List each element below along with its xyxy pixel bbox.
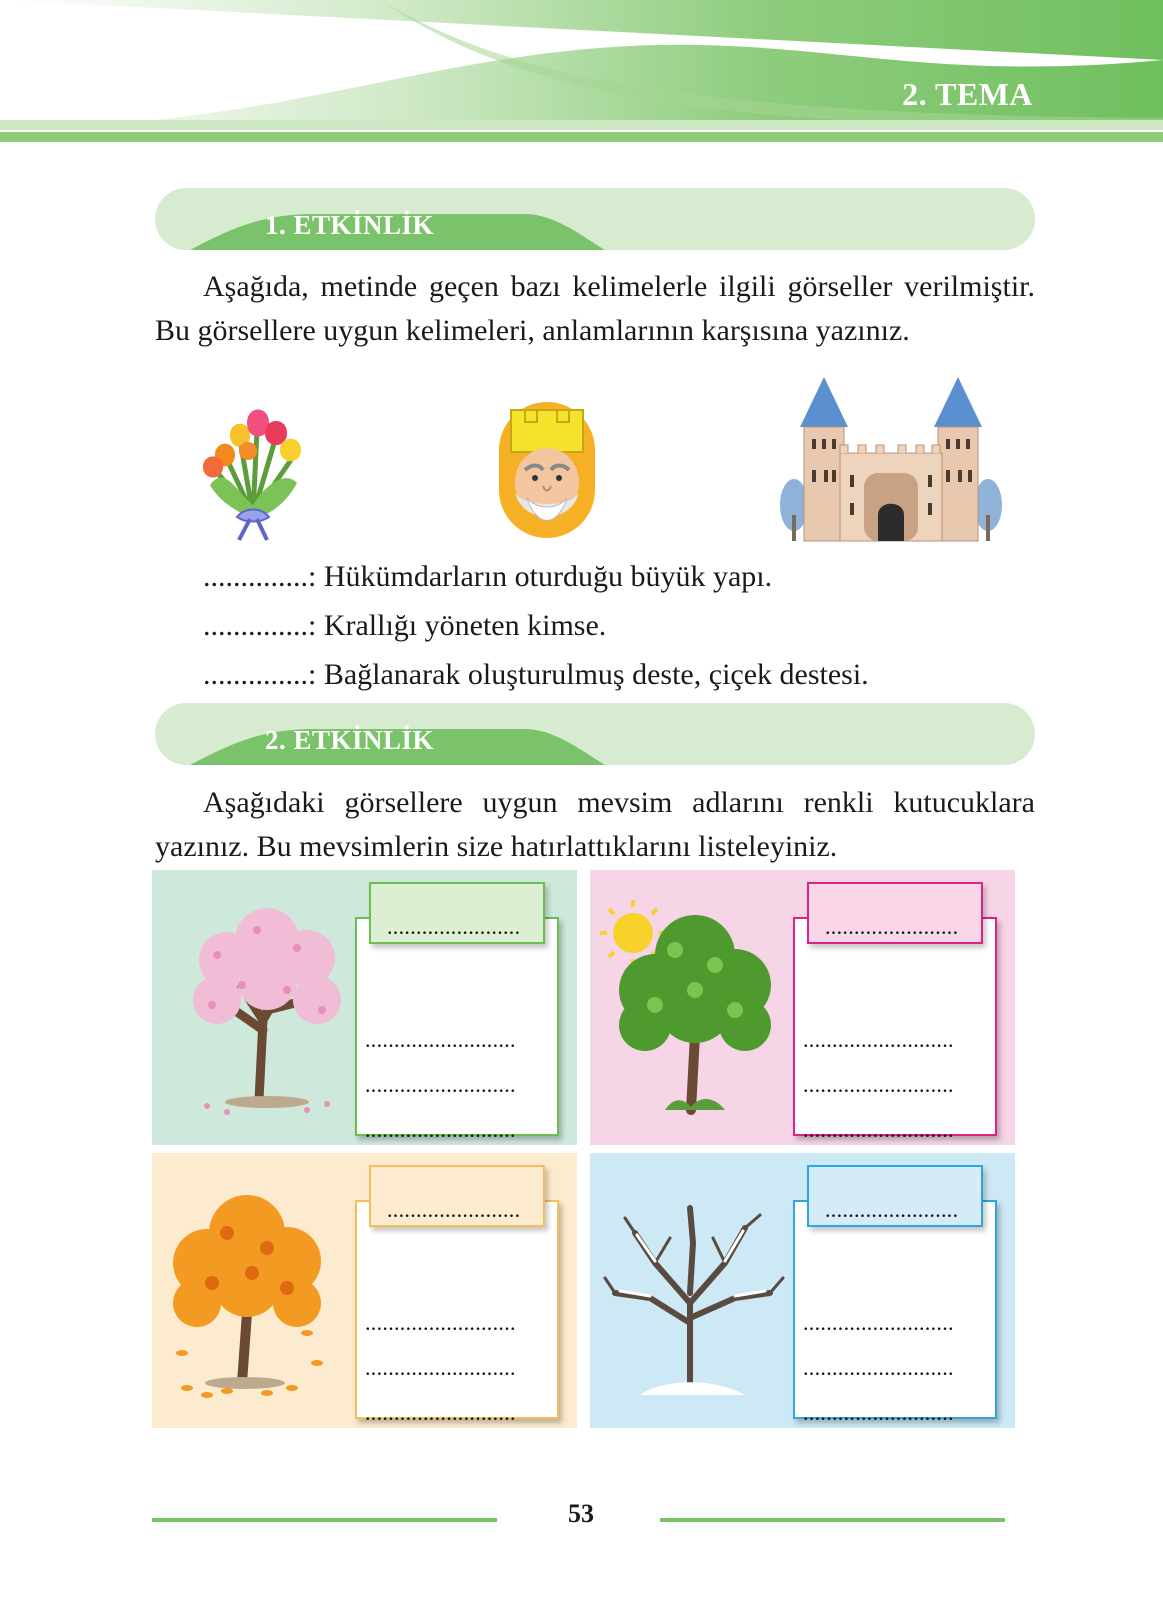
list-line: ..........................: [365, 1072, 516, 1097]
activity-2-banner: [155, 703, 1035, 765]
list-line: ..........................: [365, 1117, 516, 1142]
list-line: ..........................: [365, 1355, 516, 1380]
season-name-line: .......................: [387, 1197, 521, 1222]
season-name-line: .......................: [387, 914, 521, 939]
definition-line-1: ..............: Hükümdarların oturduğu büyük yapı.: [203, 560, 773, 593]
list-line: ..........................: [803, 1310, 954, 1335]
footer-rule-right: [660, 1518, 1005, 1522]
list-line: ..........................: [803, 1400, 954, 1425]
list-line: ..........................: [803, 1117, 954, 1142]
season-name-box-3[interactable]: [369, 1165, 545, 1227]
list-line: ..........................: [365, 1400, 516, 1425]
list-line: ..........................: [803, 1355, 954, 1380]
footer-rule-left: [152, 1518, 497, 1522]
season-panel-4: [590, 1153, 1015, 1428]
list-line: ..........................: [365, 1310, 516, 1335]
season-card-2: [793, 917, 997, 1142]
winter-tree-image: [595, 1183, 795, 1413]
activity-2-instruction: Aşağıdaki görsellere uygun mevsim adlarını renkli kutucuklara yazınız. Bu mevsimlerin size hatırlattıklarını listeleyiniz.: [155, 786, 1035, 863]
season-panel-2: [590, 870, 1015, 1145]
season-card-4: [793, 1200, 997, 1425]
season-name-box-2[interactable]: [807, 882, 983, 944]
palace-image: [780, 375, 1002, 543]
autumn-tree-image: [157, 1183, 357, 1413]
blossom-tree-image: [187, 900, 347, 1120]
king-image: [497, 400, 597, 540]
season-card-3: [355, 1200, 559, 1425]
season-name-box-4[interactable]: [807, 1165, 983, 1227]
season-panel-3: [152, 1153, 577, 1428]
page-number: 53: [568, 1499, 594, 1528]
tulip-bouquet-image: [195, 395, 310, 545]
activity-1-instruction: Aşağıda, metinde geçen bazı kelimelerle ilgili görseller verilmiştir. Bu görsellere uygun kelimeleri, anlamlarının karşısına yazınız.: [155, 270, 1035, 347]
season-panel-1: [152, 870, 577, 1145]
activity-1-title: 1. ETKİNLİK: [265, 210, 435, 240]
list-line: ..........................: [365, 1027, 516, 1052]
season-card-1: [355, 917, 559, 1142]
season-name-line: .......................: [825, 1197, 959, 1222]
activity-2-title: 2. ETKİNLİK: [265, 725, 435, 755]
season-name-line: .......................: [825, 914, 959, 939]
activity-1-banner: [155, 188, 1035, 250]
summer-tree-image: [595, 895, 795, 1125]
theme-label: 2. TEMA: [902, 76, 1033, 112]
definition-line-3: ..............: Bağlanarak oluşturulmuş deste, çiçek destesi.: [203, 658, 869, 691]
list-line: ..........................: [803, 1072, 954, 1097]
header-wave-graphic: [0, 0, 1163, 150]
page-header: [0, 0, 1163, 150]
season-name-box-1[interactable]: [369, 882, 545, 944]
definition-line-2: ..............: Krallığı yöneten kimse.: [203, 609, 607, 642]
list-line: ..........................: [803, 1027, 954, 1052]
